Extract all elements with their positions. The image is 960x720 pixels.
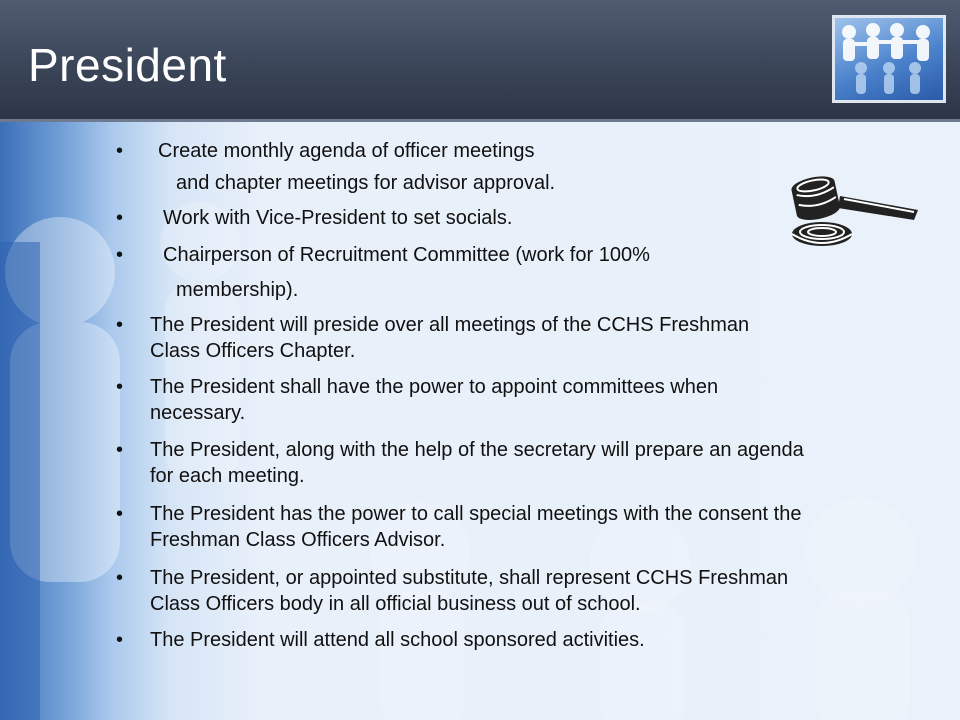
bullet-marker: • — [116, 629, 124, 651]
bullet-marker: • — [116, 567, 124, 589]
bullet-marker: • — [116, 140, 124, 162]
bullet-text-continued: Class Officers Chapter. — [150, 340, 356, 362]
bullet-text: The President will attend all school sponsored activities. — [150, 629, 645, 651]
bullet-text-continued: Freshman Class Officers Advisor. — [150, 529, 446, 551]
slide-title: President — [28, 39, 227, 91]
bullet-text: The President, or appointed substitute, shall represent CCHS Freshman — [150, 567, 789, 589]
bullet-text-continued: membership). — [176, 279, 299, 301]
bullet-text-continued: necessary. — [150, 402, 246, 424]
bullet-text: The President has the power to call special meetings with the consent the — [150, 503, 802, 525]
bullet-marker: • — [116, 503, 124, 525]
bullet-marker: • — [116, 207, 124, 229]
bullet-text-continued: Class Officers body in all official business out of school. — [150, 593, 641, 615]
bullet-text: The President will preside over all meetings of the CCHS Freshman — [150, 314, 750, 336]
bullet-text: Work with Vice-President to set socials. — [163, 207, 513, 229]
bullet-marker: • — [116, 314, 124, 336]
bullet-text-continued: and chapter meetings for advisor approval. — [176, 172, 556, 194]
bullet-text-continued: for each meeting. — [150, 465, 305, 487]
bullet-text: The President, along with the help of the secretary will prepare an agenda — [150, 439, 804, 461]
bullet-text: Chairperson of Recruitment Committee (work for 100% — [163, 244, 650, 266]
bullet-marker: • — [116, 439, 124, 461]
bullet-marker: • — [116, 376, 124, 398]
bullet-text: The President shall have the power to appoint committees when — [150, 376, 719, 398]
bullet-text: Create monthly agenda of officer meetings — [158, 140, 535, 162]
bullet-marker: • — [116, 244, 124, 266]
